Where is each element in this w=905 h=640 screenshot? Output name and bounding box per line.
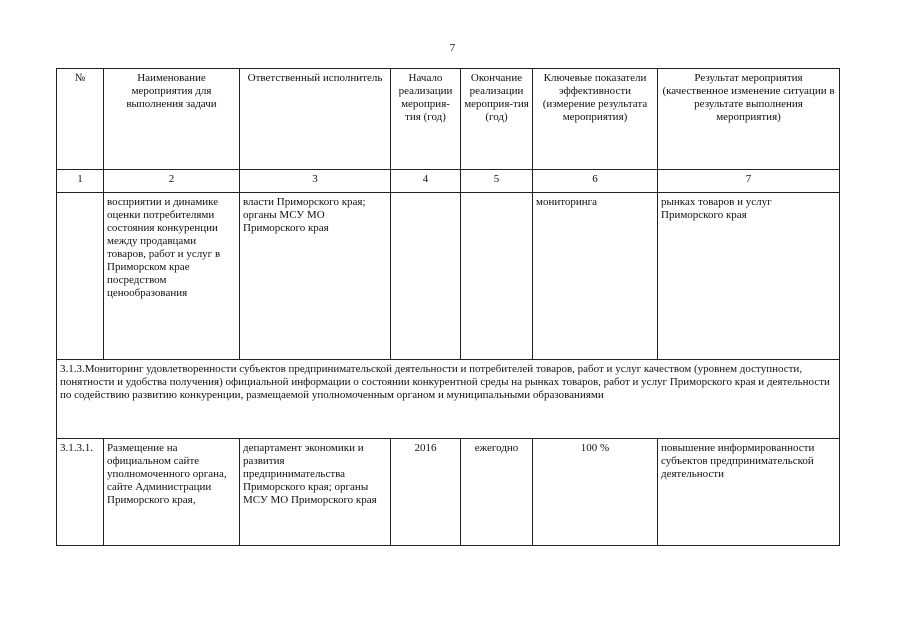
row-number-cell xyxy=(57,193,104,360)
table-row xyxy=(57,193,840,360)
table-row xyxy=(57,439,840,546)
page-number: 7 xyxy=(449,42,456,54)
header-cell-kpi: Ключевые показатели эффективности (измерение результата мероприятия) xyxy=(533,69,658,170)
section-row xyxy=(57,360,840,439)
measures-table xyxy=(56,68,840,546)
column-number: 6 xyxy=(533,170,658,193)
row-number-cell: 3.1.3.1. xyxy=(57,439,104,546)
row-start-cell: 2016 xyxy=(391,439,461,546)
header-cell-name: Наименование мероприятия для выполнения задачи xyxy=(104,69,240,170)
header-cell-number: № xyxy=(57,69,104,170)
column-number: 2 xyxy=(104,170,240,193)
row-kpi-cell: мониторинга xyxy=(533,193,658,360)
header-cell-start: Начало реализации мероприя-тия (год) xyxy=(391,69,461,170)
row-start-cell xyxy=(391,193,461,360)
row-result-cell: рынках товаров и услуг Приморского края xyxy=(658,193,840,360)
column-number: 4 xyxy=(391,170,461,193)
row-executor-cell: власти Приморского края; органы МСУ МО Приморского края xyxy=(240,193,391,360)
row-kpi-cell: 100 % xyxy=(533,439,658,546)
row-name-cell: восприятии и динамике оценки потребителями состояния конкуренции между продавцами товаров, работ и услуг в Приморском крае посредством ценообразования xyxy=(104,193,240,360)
column-number: 1 xyxy=(57,170,104,193)
column-number: 7 xyxy=(658,170,840,193)
header-cell-end: Окончание реализации мероприя-тия (год) xyxy=(461,69,533,170)
column-number: 3 xyxy=(240,170,391,193)
header-row xyxy=(57,69,840,170)
row-executor-cell: департамент экономики и развития предпринимательства Приморского края; органы МСУ МО Приморского края xyxy=(240,439,391,546)
column-number-row xyxy=(57,170,840,193)
row-name-cell: Размещение на официальном сайте уполномоченного органа, сайте Администрации Приморского края, xyxy=(104,439,240,546)
header-cell-executor: Ответственный исполнитель xyxy=(240,69,391,170)
section-heading: 3.1.3.Мониторинг удовлетворенности субъектов предпринимательской деятельности и потребителей товаров, работ и услуг качеством (уровнем доступности, понятности и удобства получения) официальной информации о состоянии конкурентной среды на рынках товаров, работ и услуг Приморского края и деятельности по содействию развитию конкуренции, размещаемой уполномоченным органом и муниципальными образованиями xyxy=(57,360,840,439)
header-cell-result: Результат мероприятия (качественное изменение ситуации в результате выполнения мероприятия) xyxy=(658,69,840,170)
row-end-cell xyxy=(461,193,533,360)
row-result-cell: повышение информированности субъектов предпринимательской деятельности xyxy=(658,439,840,546)
column-number: 5 xyxy=(461,170,533,193)
row-end-cell: ежегодно xyxy=(461,439,533,546)
